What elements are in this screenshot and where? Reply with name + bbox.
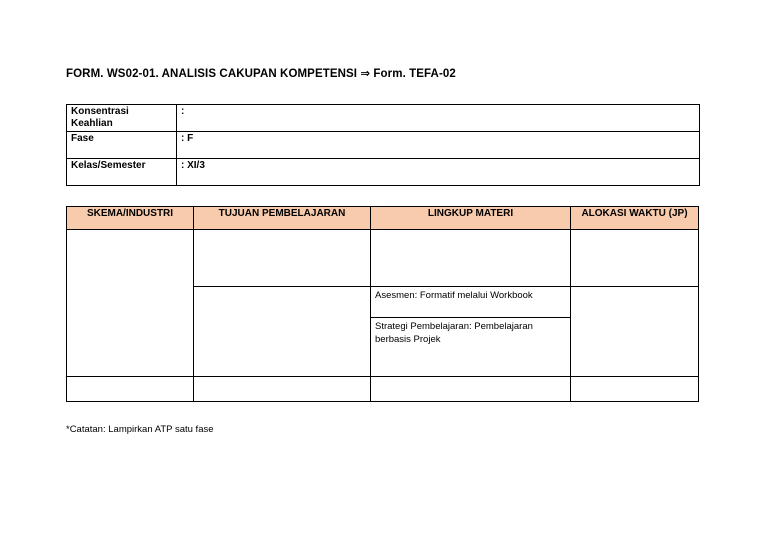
info-value: : [181, 106, 185, 117]
info-value: : F [181, 133, 194, 144]
info-label-cell [67, 159, 177, 186]
info-label: Kelas/Semester [71, 160, 146, 171]
strategi-cell[interactable] [371, 318, 571, 377]
tujuan-cell[interactable] [194, 377, 371, 402]
tujuan-cell[interactable] [194, 287, 371, 377]
skema-cell[interactable] [67, 377, 194, 402]
info-value-cell[interactable] [177, 132, 700, 159]
alokasi-cell[interactable] [571, 287, 699, 377]
lingkup-cell[interactable] [371, 377, 571, 402]
table-header-row [67, 207, 699, 230]
info-label-cell [67, 105, 177, 132]
info-row-kelas [67, 159, 700, 186]
footnote: *Catatan: Lampirkan ATP satu fase [66, 424, 214, 435]
asesmen-text: Asesmen: Formatif melalui Workbook [375, 290, 533, 301]
header-label: LINGKUP MATERI [427, 208, 514, 219]
info-value-cell[interactable] [177, 159, 700, 186]
info-value: : XI/3 [181, 160, 205, 171]
header-alokasi [571, 207, 699, 230]
asesmen-cell[interactable] [371, 287, 571, 318]
tujuan-cell[interactable] [194, 230, 371, 287]
header-label: ALOKASI WAKTU (JP) [581, 208, 688, 219]
info-label: Konsentrasi Keahlian [71, 106, 129, 129]
info-row-fase [67, 132, 700, 159]
info-table [66, 104, 700, 186]
alokasi-cell[interactable] [571, 230, 699, 287]
table-row [67, 230, 699, 287]
alokasi-cell[interactable] [571, 377, 699, 402]
document-title: FORM. WS02-01. ANALISIS CAKUPAN KOMPETENSI ⇒ Form. TEFA-02 [66, 68, 456, 80]
header-label: SKEMA/INDUSTRI [86, 208, 174, 219]
header-label: TUJUAN PEMBELAJARAN [218, 208, 346, 219]
info-label-cell [67, 132, 177, 159]
skema-cell[interactable] [67, 230, 194, 377]
header-lingkup [371, 207, 571, 230]
info-label: Fase [71, 133, 94, 144]
competency-table [66, 206, 699, 402]
header-tujuan [194, 207, 371, 230]
header-skema [67, 207, 194, 230]
info-row-konsentrasi [67, 105, 700, 132]
strategi-text: Strategi Pembelajaran: Pembelajaran berbasis Projek [375, 321, 533, 345]
info-value-cell[interactable] [177, 105, 700, 132]
table-row [67, 377, 699, 402]
lingkup-cell[interactable] [371, 230, 571, 287]
